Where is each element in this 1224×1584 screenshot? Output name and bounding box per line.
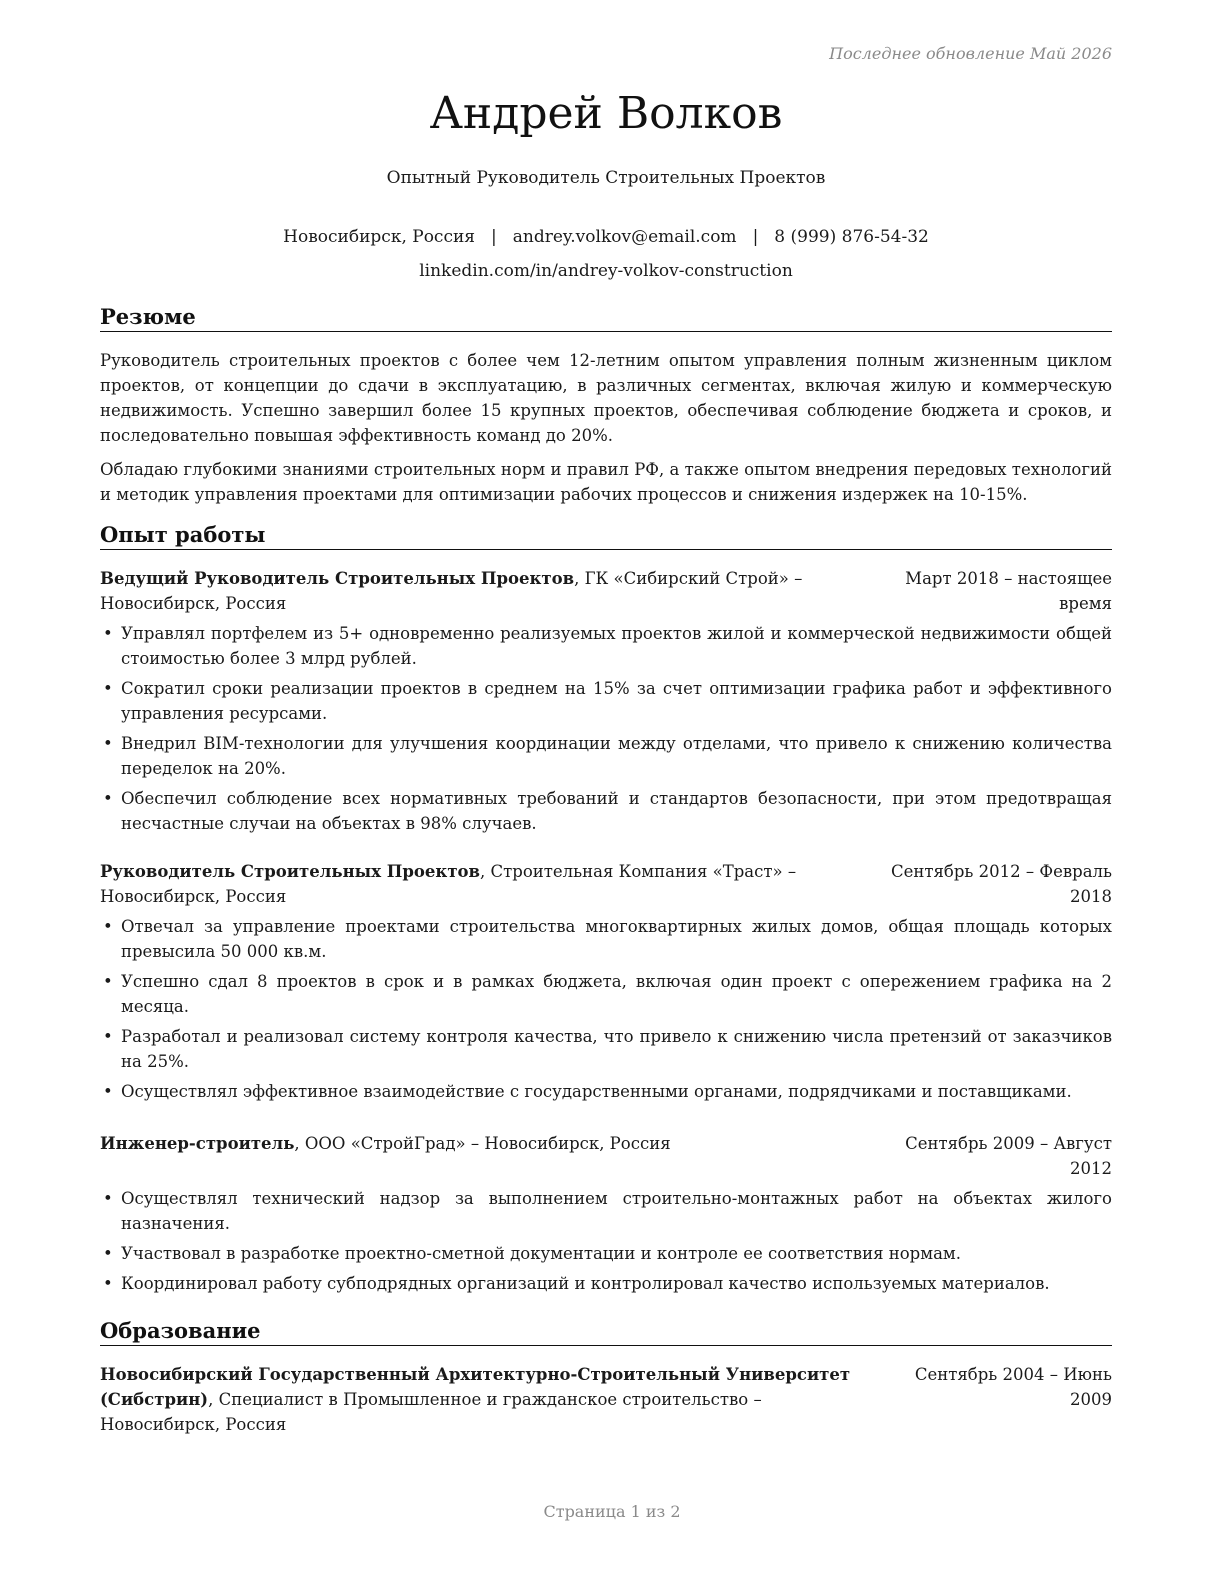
list-item: • Внедрил BIM-технологии для улучшения координации между отделами, что привело к снижению количества переделок на 20%. bbox=[100, 731, 1112, 781]
contact-email[interactable]: andrey.volkov@email.com bbox=[512, 227, 737, 247]
education-institution: Новосибирский Государственный Архитектурно-Строительный Университет (Сибстрин) bbox=[100, 1365, 851, 1409]
summary-paragraph: Руководитель строительных проектов с более чем 12-летним опытом управления полным жизненным циклом проектов, от концепции до сдачи в эксплуатацию, в различных сегментах, включая жилую и коммерческую недвижимость. Успешно завершил более 15 крупных проектов, обеспечивая соблюдение бюджета и сроков, и последовательно повышая эффективность команд до 20%. bbox=[100, 351, 1112, 445]
candidate-name: Андрей Волков bbox=[429, 88, 783, 139]
contact-line-2 bbox=[100, 254, 1112, 288]
contact-location: Новосибирск, Россия bbox=[283, 227, 476, 247]
job-bullets bbox=[100, 621, 1112, 841]
job-title-line bbox=[100, 859, 880, 909]
job-title-line bbox=[100, 1131, 880, 1156]
job-dates: Сентябрь 2009 – Август 2012 bbox=[905, 1134, 1112, 1178]
education-title-line bbox=[100, 1362, 880, 1437]
list-item: • Осуществлял эффективное взаимодействие с государственными органами, подрядчиками и поставщиками. bbox=[100, 1079, 1112, 1104]
list-item: • Управлял портфелем из 5+ одновременно реализуемых проектов жилой и коммерческой недвижимости общей стоимостью более 3 млрд рублей. bbox=[100, 621, 1112, 671]
bullet-marker: • bbox=[103, 972, 113, 991]
last-updated: Последнее обновление Май 2026 bbox=[829, 44, 1112, 63]
job-company: , ООО «СтройГрад» – Новосибирск, Россия bbox=[294, 1134, 671, 1153]
job-position: Инженер-строитель bbox=[100, 1134, 295, 1153]
job-company: , ГК «Сибирский Строй» – Новосибирск, Россия bbox=[100, 569, 803, 613]
section-title-summary: Резюме bbox=[100, 304, 1112, 332]
job-title-line bbox=[100, 566, 880, 616]
page-number: Страница 1 из 2 bbox=[543, 1502, 681, 1521]
contact-linkedin[interactable]: linkedin.com/in/andrey-volkov-construction bbox=[419, 261, 793, 281]
contact-phone: 8 (999) 876-54-32 bbox=[774, 227, 929, 247]
list-item: • Осуществлял технический надзор за выполнением строительно-монтажных работ на объектах жилого назначения. bbox=[100, 1186, 1112, 1236]
bullet-marker: • bbox=[103, 1189, 113, 1208]
bullet-marker: • bbox=[103, 624, 113, 643]
list-item: • Разработал и реализовал систему контроля качества, что привело к снижению числа претензий от заказчиков на 25%. bbox=[100, 1024, 1112, 1074]
list-item: • Обеспечил соблюдение всех нормативных требований и стандартов безопасности, при этом предотвращая несчастные случаи на объектах в 98% случаев. bbox=[100, 786, 1112, 836]
bullet-marker: • bbox=[103, 734, 113, 753]
candidate-tagline: Опытный Руководитель Строительных Проектов bbox=[386, 168, 826, 188]
bullet-marker: • bbox=[103, 1027, 113, 1046]
list-item: • Успешно сдал 8 проектов в срок и в рамках бюджета, включая один проект с опережением графика на 2 месяца. bbox=[100, 969, 1112, 1019]
job-dates: Сентябрь 2012 – Февраль 2018 bbox=[891, 862, 1112, 906]
bullet-marker: • bbox=[103, 1274, 113, 1293]
bullet-marker: • bbox=[103, 1244, 113, 1263]
bullet-marker: • bbox=[103, 679, 113, 698]
contact-separator: | bbox=[491, 227, 497, 247]
contact-separator: | bbox=[752, 227, 759, 247]
list-item: • Отвечал за управление проектами строительства многоквартирных жилых домов, общая площадь которых превысила 50 000 кв.м. bbox=[100, 914, 1112, 964]
resume-page bbox=[100, 0, 1112, 1584]
bullet-marker: • bbox=[103, 1082, 113, 1101]
education-details: , Специалист в Промышленное и гражданское строительство – Новосибирск, Россия bbox=[100, 1390, 762, 1434]
job-dates: Март 2018 – настоящее время bbox=[905, 569, 1112, 613]
list-item: • Координировал работу субподрядных организаций и контролировал качество используемых материалов. bbox=[100, 1271, 1112, 1296]
job-position: Ведущий Руководитель Строительных Проектов bbox=[100, 569, 575, 588]
contact-line-1 bbox=[100, 220, 1112, 254]
job-bullets bbox=[100, 1186, 1112, 1301]
list-item: • Участвовал в разработке проектно-сметной документации и контроле ее соответствия нормам. bbox=[100, 1241, 1112, 1266]
section-title-experience: Опыт работы bbox=[100, 522, 1112, 550]
bullet-marker: • bbox=[103, 917, 113, 936]
contact-info bbox=[100, 220, 1112, 288]
job-company: , Строительная Компания «Траст» – Новосибирск, Россия bbox=[100, 862, 797, 906]
bullet-marker: • bbox=[103, 789, 113, 808]
education-dates: Сентябрь 2004 – Июнь 2009 bbox=[914, 1365, 1112, 1409]
job-position: Руководитель Строительных Проектов bbox=[100, 862, 481, 881]
list-item: • Сократил сроки реализации проектов в среднем на 15% за счет оптимизации графика работ и эффективного управления ресурсами. bbox=[100, 676, 1112, 726]
summary-paragraph: Обладаю глубокими знаниями строительных норм и правил РФ, а также опытом внедрения передовых технологий и методик управления проектами для оптимизации рабочих процессов и снижения издержек на 10-15%. bbox=[100, 460, 1112, 504]
section-title-education: Образование bbox=[100, 1318, 1112, 1346]
job-bullets bbox=[100, 914, 1112, 1109]
